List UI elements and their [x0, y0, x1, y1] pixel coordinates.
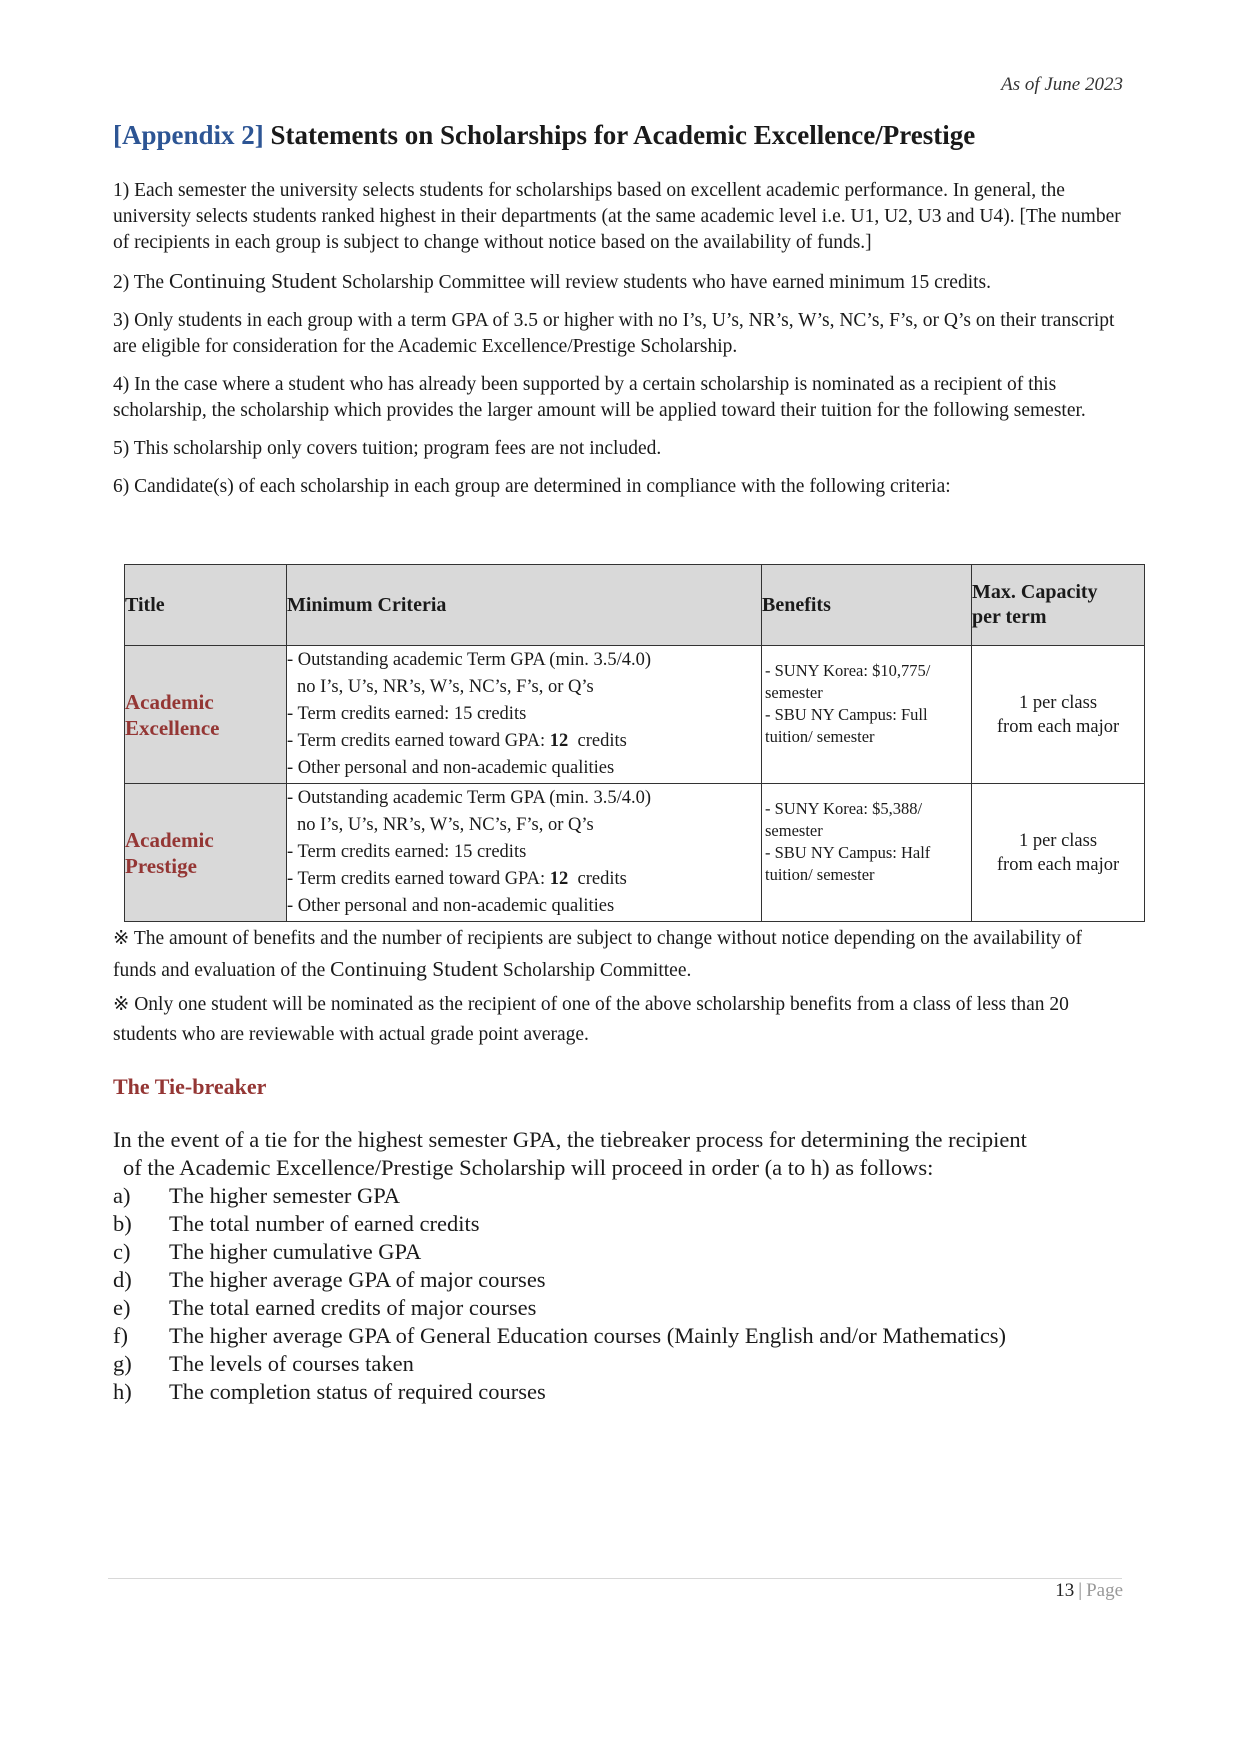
list-item-letter: h)	[113, 1379, 132, 1404]
list-item	[113, 1182, 1006, 1210]
list-item-text: The completion status of required courses	[169, 1379, 546, 1404]
row-criteria	[287, 646, 762, 784]
row-benefits	[762, 646, 972, 784]
list-item	[113, 1350, 1006, 1378]
row-title-line-1: Academic	[125, 689, 214, 714]
row-capacity	[972, 784, 1145, 922]
criterion-qualities: - Other personal and non-academic qualities	[287, 758, 615, 778]
criterion-grades: no I’s, U’s, NR’s, W’s, NC’s, F’s, or Q’s	[297, 815, 594, 835]
list-item-text: The higher average GPA of major courses	[169, 1267, 546, 1292]
criterion-gpa-credits	[287, 866, 761, 893]
row-title	[125, 646, 287, 784]
table-notes	[113, 924, 1130, 1054]
statement-5: 5) This scholarship only covers tuition; program fees are not included.	[113, 438, 662, 459]
statement-2-suffix: Scholarship Committee will review students who have earned minimum 15 credits.	[336, 272, 992, 293]
criterion-grades: no I’s, U’s, NR’s, W’s, NC’s, F’s, or Q’s	[297, 677, 594, 697]
list-item-letter: d)	[113, 1267, 132, 1292]
row-benefits	[762, 784, 972, 922]
header-title: Title	[125, 565, 287, 646]
committee-name: Continuing Student	[168, 269, 337, 293]
benefit-line-1: - SUNY Korea: $10,775/	[765, 661, 931, 680]
appendix-tag: [Appendix 2]	[113, 120, 264, 150]
statements-body	[113, 178, 1130, 506]
list-item-letter: a)	[113, 1183, 131, 1208]
list-item-text: The higher semester GPA	[169, 1183, 400, 1208]
row-capacity	[972, 646, 1145, 784]
statement-4: 4) In the case where a student who has already been supported by a certain scholarship is nominated as a recipient of this scholarship, the scholarship which provides the larger amount will be applied toward their tuition for the following semester.	[113, 374, 1086, 421]
capacity-line-1: 1 per class	[1018, 692, 1098, 713]
criterion-credits: - Term credits earned: 15 credits	[287, 704, 527, 724]
header-capacity	[972, 565, 1145, 646]
benefit-line-2: semester	[765, 821, 823, 840]
criteria-table	[124, 564, 1145, 922]
page-title	[113, 120, 975, 151]
page-footer	[1055, 1580, 1123, 1602]
benefit-line-2: semester	[765, 683, 823, 702]
list-item	[113, 1238, 1006, 1266]
note-small-class: ※ Only one student will be nominated as the recipient of one of the above scholarship benefits from a class of less than 20 students who are reviewable with actual grade point average.	[113, 994, 1069, 1045]
footer-divider	[108, 1578, 1122, 1579]
list-item-letter: c)	[113, 1239, 131, 1264]
list-item-text: The levels of courses taken	[169, 1351, 414, 1376]
list-item-text: The higher average GPA of General Education courses (Mainly English and/or Mathematics)	[169, 1323, 1007, 1348]
note-benefits-change	[113, 924, 1130, 986]
table-row	[125, 646, 1145, 784]
statement-6: 6) Candidate(s) of each scholarship in each group are determined in compliance with the following criteria:	[113, 476, 951, 497]
criterion-gpa-credits-suffix: credits	[568, 869, 627, 889]
tiebreaker-intro	[113, 1126, 1143, 1182]
header-criteria: Minimum Criteria	[287, 565, 762, 646]
list-item	[113, 1378, 1006, 1406]
list-item	[113, 1322, 1006, 1350]
note-committee-name: Continuing Student	[330, 957, 498, 981]
list-item-letter: e)	[113, 1295, 131, 1320]
benefit-line-1: - SUNY Korea: $5,388/	[765, 799, 923, 818]
page-label: Page	[1086, 1580, 1123, 1601]
footer-separator: |	[1078, 1580, 1083, 1601]
statement-1: 1) Each semester the university selects students for scholarships based on excellent academic performance. In general, the university selects students ranked highest in their departments (at the same academic level i.e. U1, U2, U3 and U4). [The number of recipients in each group is subject to change without notice based on the availability of funds.]	[113, 180, 1121, 253]
criterion-gpa-credits-value: 12	[549, 869, 569, 889]
tiebreaker-intro-line-2: of the Academic Excellence/Prestige Scholarship will proceed in order (a to h) as follows:	[123, 1155, 934, 1180]
statement-2	[113, 268, 1130, 296]
tiebreaker-heading: The Tie-breaker	[113, 1074, 267, 1099]
list-item-letter: b)	[113, 1211, 132, 1236]
table-header-row	[125, 565, 1145, 646]
benefit-line-3: - SBU NY Campus: Half	[765, 843, 931, 862]
row-title	[125, 784, 287, 922]
list-item	[113, 1210, 1006, 1238]
criterion-gpa-credits	[287, 728, 761, 755]
row-title-line-2: Excellence	[125, 715, 220, 740]
document-date: As of June 2023	[1001, 74, 1123, 95]
list-item	[113, 1294, 1006, 1322]
capacity-line-2: from each major	[996, 716, 1120, 737]
statement-2-prefix: 2) The	[113, 272, 169, 293]
list-item-letter: f)	[113, 1323, 128, 1348]
tiebreaker-intro-line-1: In the event of a tie for the highest semester GPA, the tiebreaker process for determining the recipient	[113, 1127, 1027, 1152]
page-number: 13	[1055, 1580, 1075, 1601]
table-row	[125, 784, 1145, 922]
criterion-gpa-credits-suffix: credits	[568, 731, 627, 751]
note-1-suffix: Scholarship Committee.	[498, 960, 692, 981]
header-capacity-line-2: per term	[972, 606, 1047, 628]
list-item-letter: g)	[113, 1351, 132, 1376]
row-title-line-2: Prestige	[125, 853, 197, 878]
row-criteria	[287, 784, 762, 922]
statement-3: 3) Only students in each group with a term GPA of 3.5 or higher with no I’s, U’s, NR’s, W’s, NC’s, F’s, or Q’s on their transcript are eligible for consideration for the Academic Excellence/Prestige Scholarship.	[113, 310, 1115, 357]
capacity-line-2: from each major	[996, 854, 1120, 875]
criterion-gpa: - Outstanding academic Term GPA (min. 3.5/4.0)	[287, 788, 652, 808]
note-1-prefix: ※ The amount of benefits and the number of recipients are subject to change without notice depending on the availability of funds and evaluation of the	[113, 928, 1083, 981]
list-item	[113, 1266, 1006, 1294]
row-title-line-1: Academic	[125, 827, 214, 852]
criterion-credits: - Term credits earned: 15 credits	[287, 842, 527, 862]
header-benefits: Benefits	[762, 565, 972, 646]
benefit-line-3: - SBU NY Campus: Full	[765, 705, 928, 724]
criterion-gpa: - Outstanding academic Term GPA (min. 3.5/4.0)	[287, 650, 652, 670]
list-item-text: The total number of earned credits	[169, 1211, 480, 1236]
list-item-text: The higher cumulative GPA	[169, 1239, 422, 1264]
criterion-qualities: - Other personal and non-academic qualities	[287, 896, 615, 916]
criterion-gpa-credits-value: 12	[549, 731, 569, 751]
criterion-gpa-credits-prefix: - Term credits earned toward GPA:	[287, 869, 550, 889]
header-capacity-line-1: Max. Capacity	[972, 581, 1098, 603]
title-text: Statements on Scholarships for Academic Excellence/Prestige	[270, 120, 976, 150]
tiebreaker-list	[113, 1182, 1006, 1406]
capacity-line-1: 1 per class	[1018, 830, 1098, 851]
list-item-text: The total earned credits of major courses	[169, 1295, 537, 1320]
benefit-line-4: tuition/ semester	[765, 727, 875, 746]
benefit-line-4: tuition/ semester	[765, 865, 875, 884]
criterion-gpa-credits-prefix: - Term credits earned toward GPA:	[287, 731, 550, 751]
